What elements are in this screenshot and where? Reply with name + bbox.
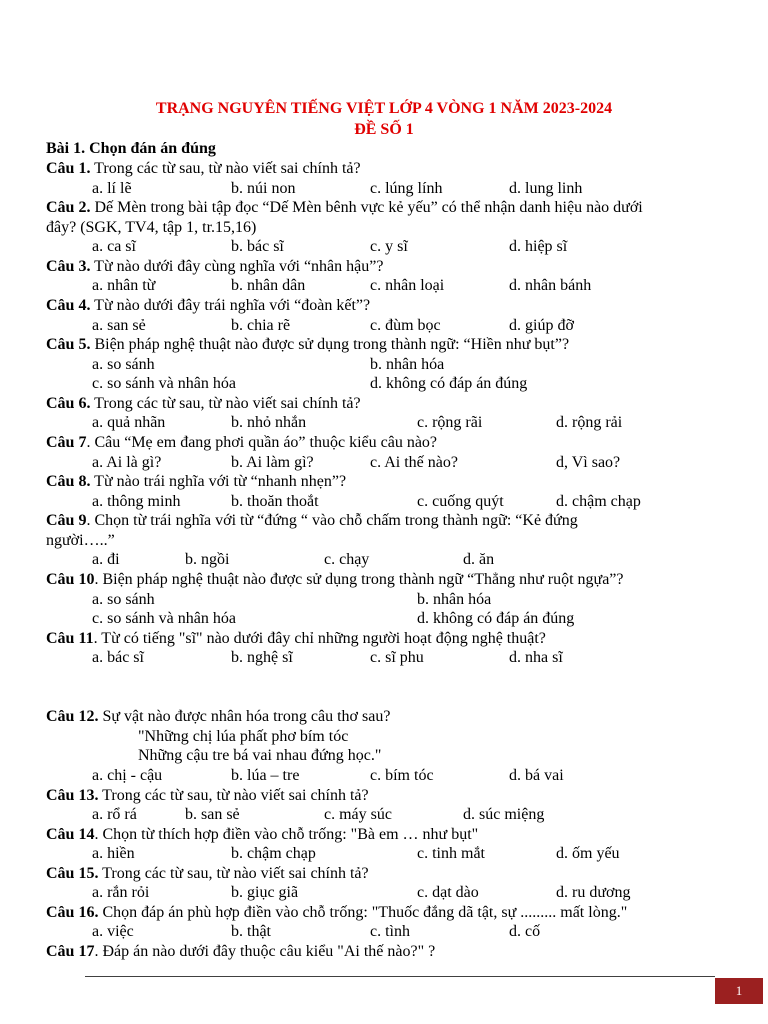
question-label: Câu 6. [46, 395, 91, 412]
answer-option[interactable]: d. nhân bánh [509, 277, 592, 294]
question-label: Câu 8. [46, 473, 91, 490]
poem-line: Những cậu tre bá vai nhau đứng học." [138, 747, 382, 764]
answer-option[interactable]: c. sĩ phu [370, 649, 424, 666]
question-6 [46, 394, 361, 414]
answer-option[interactable]: a. san sẻ [92, 317, 146, 334]
question-label: Câu 17 [46, 943, 95, 960]
answer-option[interactable]: b. nghệ sĩ [231, 649, 293, 666]
question-15 [46, 864, 369, 884]
question-1 [46, 159, 361, 179]
question-label: Câu 13. [46, 787, 99, 804]
answer-option[interactable]: d. bá vai [509, 767, 564, 784]
question-text: . Chọn từ trái nghĩa với từ “đứng “ vào chỗ chấm trong thành ngữ: “Kẻ đứng [86, 512, 578, 529]
question-10 [46, 570, 624, 590]
answer-option[interactable]: c. máy súc [324, 806, 392, 823]
answer-option[interactable]: a. nhân từ [92, 277, 156, 294]
answer-option[interactable]: c. đùm bọc [370, 317, 441, 334]
answer-option[interactable]: c. dạt dào [417, 884, 479, 901]
answer-option[interactable]: d. không có đáp án đúng [370, 375, 528, 392]
question-text: Trong các từ sau, từ nào viết sai chính tả? [90, 395, 361, 412]
question-text: Từ nào dưới đây cùng nghĩa với “nhân hậu”? [90, 258, 384, 275]
question-8 [46, 472, 346, 492]
poem-line: "Những chị lúa phất phơ bím tóc [138, 728, 349, 745]
answer-option[interactable]: d. không có đáp án đúng [417, 610, 575, 627]
answer-option[interactable]: a. so sánh [92, 591, 155, 608]
question-9 [46, 511, 578, 531]
question-2 [46, 198, 643, 218]
question-text: . Câu “Mẹ em đang phơi quần áo” thuộc kiểu câu nào? [86, 434, 438, 451]
question-3 [46, 257, 383, 277]
answer-option[interactable]: c. so sánh và nhân hóa [92, 375, 236, 392]
answer-option[interactable]: b. chia rẽ [231, 317, 291, 334]
answer-option[interactable]: a. bác sĩ [92, 649, 144, 666]
answer-option[interactable]: b. ngồi [185, 551, 230, 568]
answer-option[interactable]: a. ca sĩ [92, 238, 136, 255]
question-label: Câu 10 [46, 571, 95, 588]
answer-option[interactable]: a. rổ rá [92, 806, 137, 823]
answer-option[interactable]: a. thông minh [92, 493, 181, 510]
answer-option[interactable]: a. đi [92, 551, 120, 568]
question-17 [46, 942, 435, 962]
question-text: . Từ có tiếng "sĩ" nào dưới đây chỉ những người hoạt động nghệ thuật? [93, 630, 546, 647]
answer-option[interactable]: c. y sĩ [370, 238, 408, 255]
question-text: Trong các từ sau, từ nào viết sai chính tả? [90, 160, 361, 177]
question-text: Biện pháp nghệ thuật nào được sử dụng trong thành ngữ: “Hiền như bụt”? [90, 336, 570, 353]
question-label: Câu 2. [46, 199, 91, 216]
answer-option[interactable]: a. lí lẽ [92, 180, 132, 197]
question-14 [46, 825, 478, 845]
question-text: Chọn đáp án phù hợp điền vào chỗ trống: "Thuốc đắng dã tật, sự ......... mất lòng." [98, 904, 628, 921]
answer-option[interactable]: b. nhân hóa [417, 591, 492, 608]
answer-option[interactable]: c. tình [370, 923, 410, 940]
question-label: Câu 16. [46, 904, 99, 921]
question-5 [46, 335, 569, 355]
answer-option[interactable]: d. giúp đỡ [509, 317, 574, 334]
answer-option[interactable]: a. quả nhãn [92, 414, 166, 431]
answer-option[interactable]: b. nhân hóa [370, 356, 445, 373]
question-text: . Biện pháp nghệ thuật nào được sử dụng trong thành ngữ “Thẳng như ruột ngựa”? [94, 571, 624, 588]
answer-option[interactable]: d. lung linh [509, 180, 583, 197]
answer-option[interactable]: b. thoăn thoắt [231, 493, 319, 510]
answer-option[interactable]: c. so sánh và nhân hóa [92, 610, 236, 627]
answer-option[interactable]: d. rộng rải [556, 414, 623, 431]
question-text: . Chọn từ thích hợp điền vào chỗ trống: "Bà em … như bụt" [94, 826, 479, 843]
answer-option[interactable]: c. lúng lính [370, 180, 443, 197]
answer-option[interactable]: c. Ai thế nào? [370, 454, 458, 471]
section-heading: Bài 1. Chọn đán án đúng [46, 140, 216, 157]
page-number-badge: 1 [715, 978, 763, 1004]
answer-option[interactable]: d. súc miệng [463, 806, 545, 823]
answer-option[interactable]: c. tinh mắt [417, 845, 485, 862]
answer-option[interactable]: b. bác sĩ [231, 238, 284, 255]
question-text-continued: đây? (SGK, TV4, tập 1, tr.15,16) [46, 219, 257, 236]
document-subtitle: ĐỀ SỐ 1 [354, 121, 414, 138]
answer-option[interactable]: d. ăn [463, 551, 495, 568]
answer-option[interactable]: a. chị - cậu [92, 767, 163, 784]
answer-option[interactable]: d. hiệp sĩ [509, 238, 568, 255]
answer-option[interactable]: c. rộng rãi [417, 414, 483, 431]
answer-option[interactable]: a. rắn rỏi [92, 884, 150, 901]
question-11 [46, 629, 546, 649]
question-label: Câu 1. [46, 160, 91, 177]
answer-option[interactable]: d. ốm yếu [556, 845, 620, 862]
answer-option[interactable]: d. cố [509, 923, 541, 940]
question-13 [46, 786, 369, 806]
answer-option[interactable]: a. Ai là gì? [92, 454, 162, 471]
answer-option[interactable]: b. thật [231, 923, 271, 940]
answer-option[interactable]: c. nhân loại [370, 277, 445, 294]
answer-option[interactable]: d. ru dương [556, 884, 631, 901]
answer-option[interactable]: c. chạy [324, 551, 370, 568]
answer-option[interactable]: b. san sẻ [185, 806, 240, 823]
question-label: Câu 15. [46, 865, 99, 882]
question-label: Câu 11 [46, 630, 94, 647]
answer-option[interactable]: a. việc [92, 923, 134, 940]
question-text: Trong các từ sau, từ nào viết sai chính tả? [98, 865, 369, 882]
question-label: Câu 5. [46, 336, 91, 353]
question-label: Câu 9 [46, 512, 87, 529]
question-7 [46, 433, 437, 453]
question-text: Sự vật nào được nhân hóa trong câu thơ sau? [98, 708, 391, 725]
answer-option[interactable]: c. bím tóc [370, 767, 434, 784]
answer-option[interactable]: b. chậm chạp [231, 845, 316, 862]
question-text: Trong các từ sau, từ nào viết sai chính tả? [98, 787, 369, 804]
answer-option[interactable]: b. lúa – tre [231, 767, 300, 784]
answer-option[interactable]: c. cuống quýt [417, 493, 504, 510]
answer-option[interactable]: d. chậm chạp [556, 493, 641, 510]
question-text: Từ nào trái nghĩa với từ “nhanh nhẹn”? [90, 473, 347, 490]
question-label: Câu 4. [46, 297, 91, 314]
question-12 [46, 707, 390, 727]
question-text: Từ nào dưới đây trái nghĩa với “đoàn kết”? [90, 297, 371, 314]
question-label: Câu 7 [46, 434, 87, 451]
question-text: Dế Mèn trong bài tập đọc “Dế Mèn bênh vực kẻ yếu” có thể nhận danh hiệu nào dưới [90, 199, 643, 216]
question-label: Câu 12. [46, 708, 99, 725]
footer-divider [85, 976, 715, 977]
answer-option[interactable]: b. nhỏ nhắn [231, 414, 307, 431]
answer-option[interactable]: b. nhân dân [231, 277, 306, 294]
question-text-continued: người…..” [46, 532, 115, 549]
question-label: Câu 3. [46, 258, 91, 275]
answer-option[interactable]: b. giục giã [231, 884, 299, 901]
answer-option[interactable]: a. so sánh [92, 356, 155, 373]
answer-option[interactable]: b. núi non [231, 180, 296, 197]
question-text: . Đáp án nào dưới đây thuộc câu kiểu "Ai thế nào?" ? [94, 943, 436, 960]
answer-option[interactable]: d, Vì sao? [556, 454, 621, 471]
answer-option[interactable]: d. nha sĩ [509, 649, 563, 666]
answer-option[interactable]: b. Ai làm gì? [231, 454, 314, 471]
document-title: TRẠNG NGUYÊN TIẾNG VIỆT LỚP 4 VÒNG 1 NĂM 2023-2024 [155, 100, 613, 117]
question-label: Câu 14 [46, 826, 95, 843]
answer-option[interactable]: a. hiền [92, 845, 135, 862]
question-16 [46, 903, 627, 923]
question-4 [46, 296, 370, 316]
